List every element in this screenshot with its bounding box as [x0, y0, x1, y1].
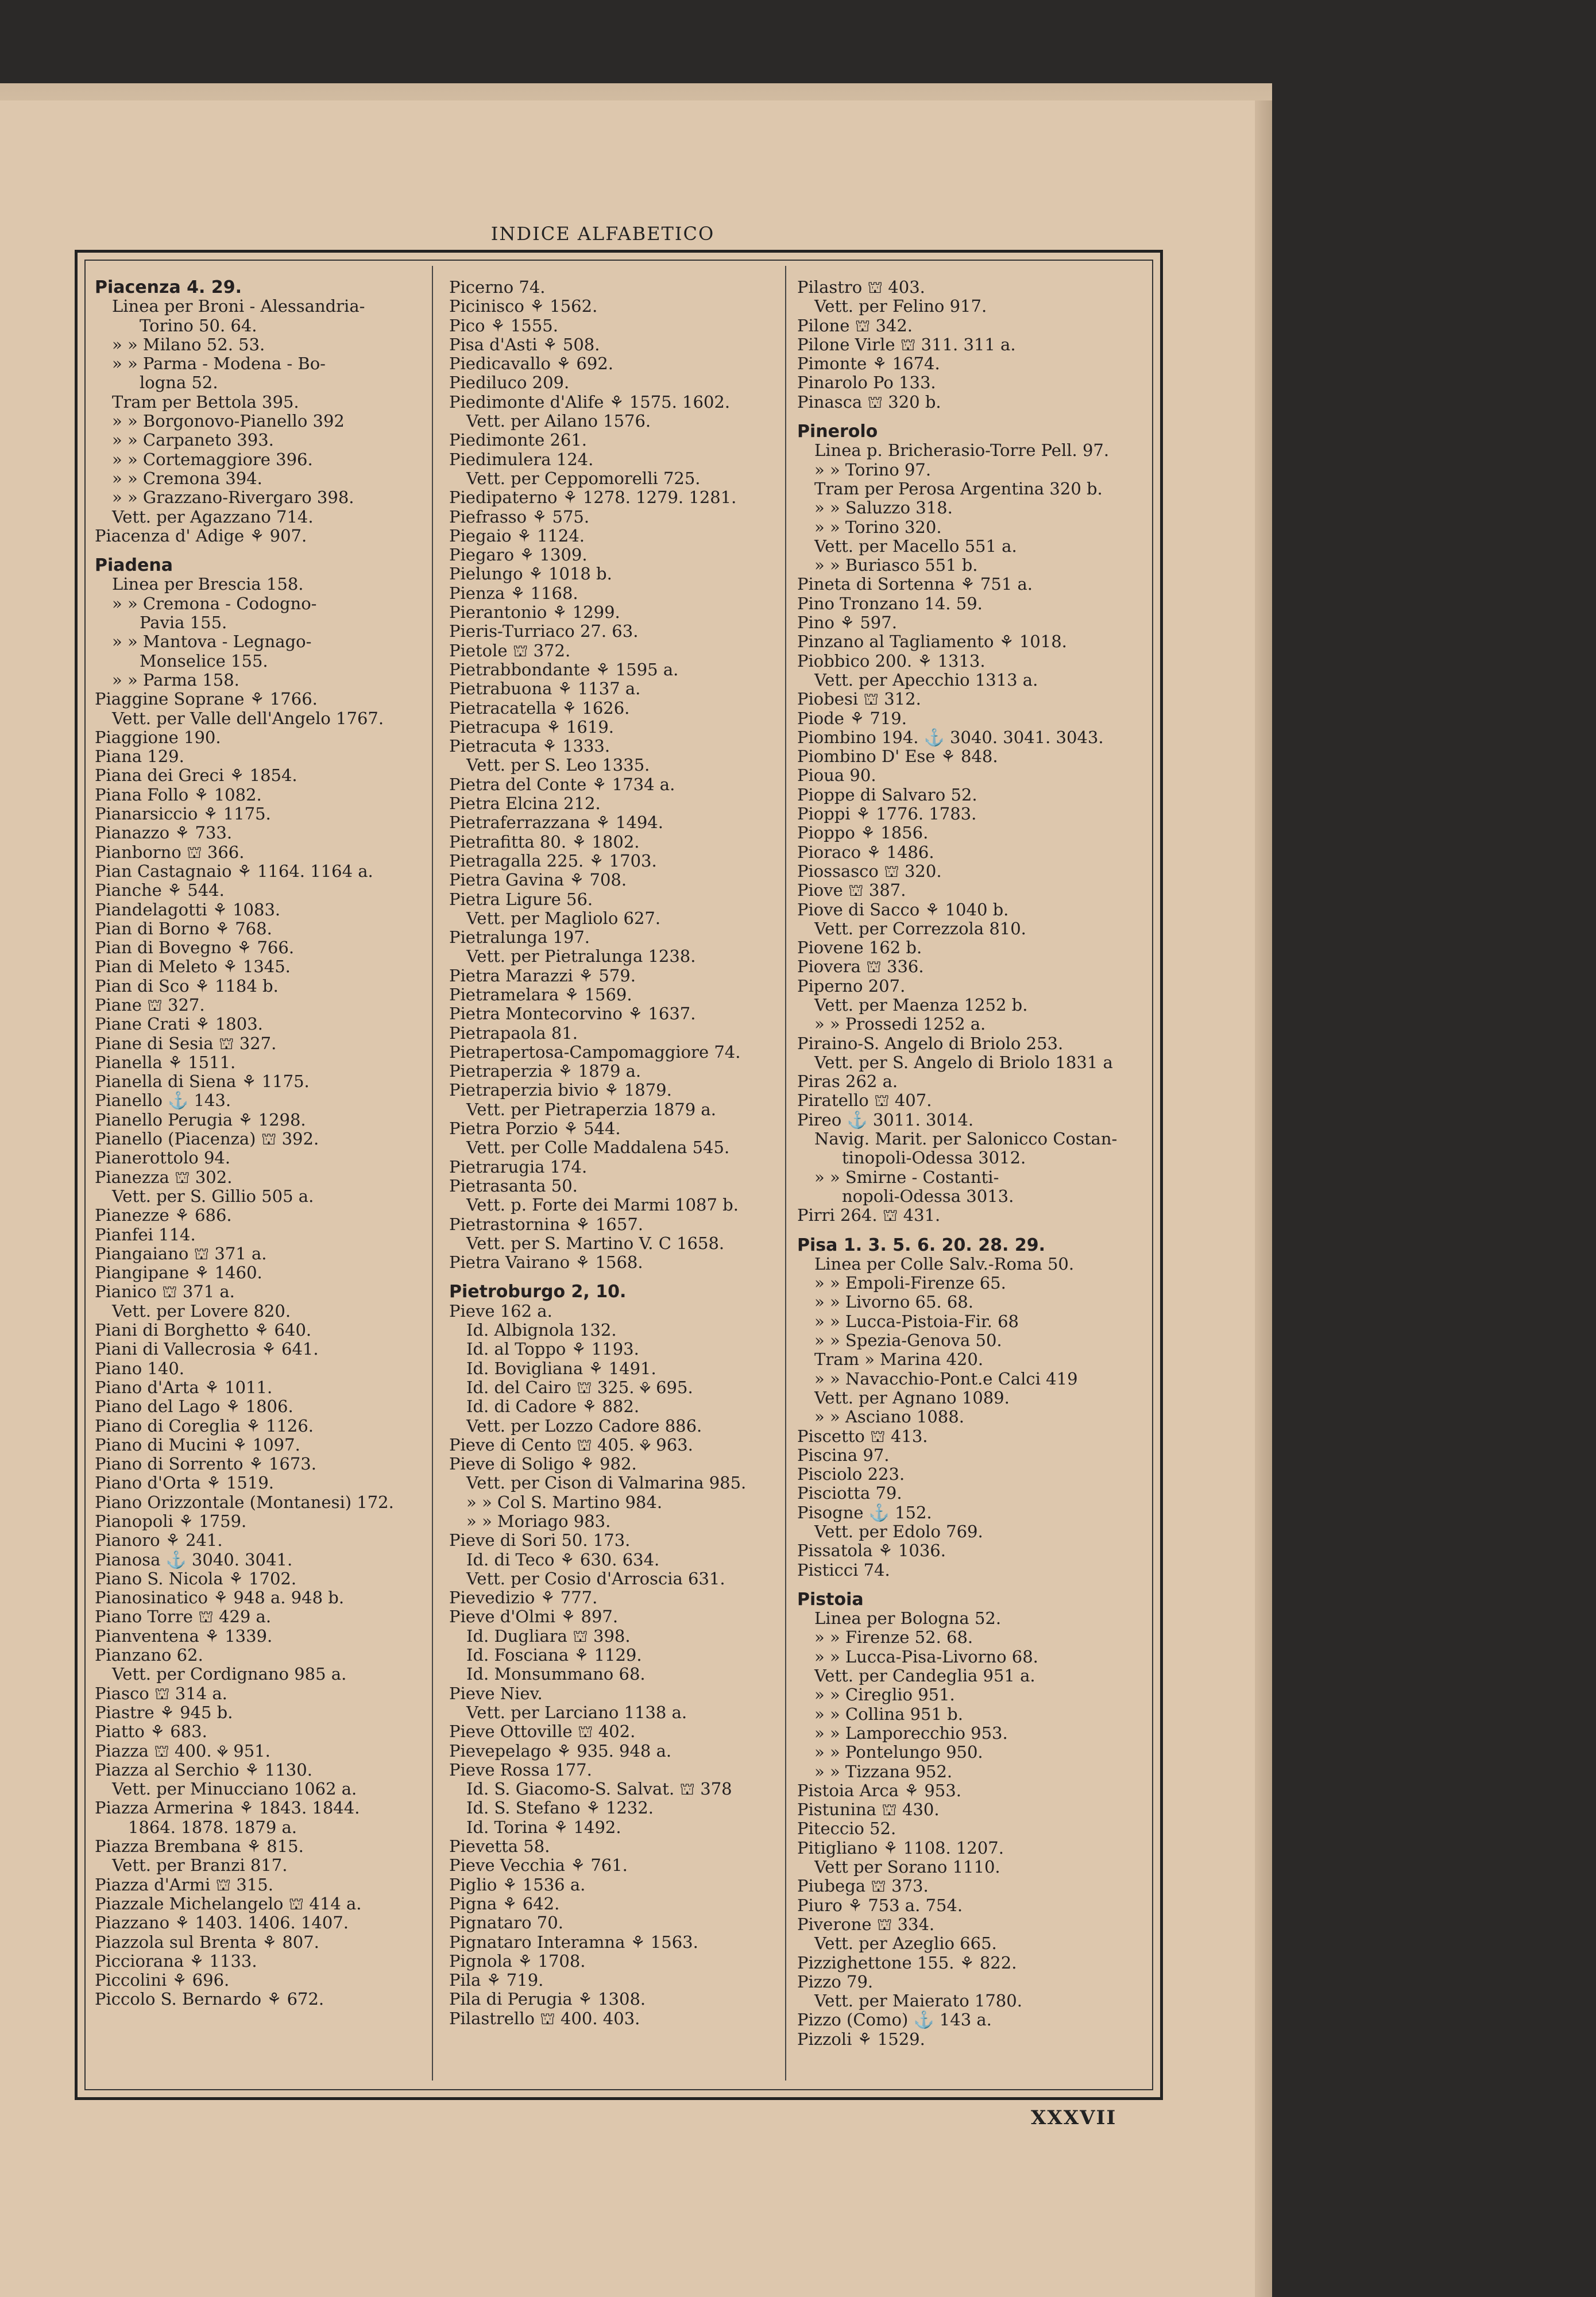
index-entry: Id. di Teco ⚘ 630. 634. [466, 1549, 660, 1569]
index-entry: Vett. per Cison di Valmarina 985. [466, 1473, 747, 1493]
index-entry: Pietrabuona ⚘ 1137 a. [449, 679, 641, 699]
index-entry: » » Parma 158. [112, 670, 239, 690]
index-entry: Pietrapaola 81. [449, 1023, 578, 1043]
index-entry: Pianello (Piacenza) ⛫ 392. [95, 1129, 319, 1149]
index-entry: Pino ⚘ 597. [797, 613, 897, 633]
index-entry: Vett. per Correzzola 810. [814, 918, 1026, 938]
index-entry: Pian di Borno ⚘ 768. [95, 918, 272, 938]
index-entry: Pianzano 62. [95, 1645, 203, 1665]
index-entry: Piane Crati ⚘ 1803. [95, 1014, 263, 1034]
index-entry: Vett. per Maierato 1780. [814, 1991, 1022, 2011]
index-entry: Pietraperzia bivio ⚘ 1879. [449, 1080, 672, 1100]
index-entry: » » Saluzzo 318. [814, 498, 953, 518]
index-entry: Piefrasso ⚘ 575. [449, 506, 590, 527]
index-entry: Piratello ⛫ 407. [797, 1091, 932, 1111]
index-entry: Piedicavallo ⚘ 692. [449, 354, 614, 374]
index-entry: Vett. p. Forte dei Marmi 1087 b. [466, 1195, 739, 1215]
index-entry: Piossasco ⛫ 320. [797, 861, 942, 881]
index-entry: Piangaiano ⛫ 371 a. [95, 1243, 267, 1263]
index-entry: Pioppe di Salvaro 52. [797, 784, 977, 805]
index-entry: 1864. 1878. 1879 a. [128, 1817, 297, 1837]
index-entry: Piovene 162 b. [797, 938, 922, 958]
index-entry: » » Torino 320. [814, 517, 942, 537]
index-entry: Pistunina ⛫ 430. [797, 1800, 940, 1820]
index-entry: Piatto ⚘ 683. [95, 1722, 207, 1742]
index-entry: Vett. per Maenza 1252 b. [814, 995, 1028, 1015]
index-entry: Monselice 155. [140, 651, 268, 671]
index-entry: Pilone ⛫ 342. [797, 315, 913, 335]
index-entry: » » Borgonovo-Pianello 392 [112, 411, 345, 431]
index-entry: Pila ⚘ 719. [449, 1970, 544, 1990]
index-entry: Vett. per Lovere 820. [112, 1301, 291, 1321]
index-entry: Pietrasanta 50. [449, 1175, 578, 1196]
index-entry: Piperno 207. [797, 976, 906, 996]
index-entry: Piano di Sorrento ⚘ 1673. [95, 1454, 316, 1474]
index-entry: Pino Tronzano 14. 59. [797, 593, 983, 613]
index-entry: » » Asciano 1088. [814, 1407, 964, 1427]
index-entry: Piazzale Michelangelo ⛫ 414 a. [95, 1893, 362, 1913]
index-entry: Pisciotta 79. [797, 1483, 902, 1503]
index-entry: » » Grazzano-Rivergaro 398. [112, 488, 354, 508]
index-entry: Torino 50. 64. [140, 315, 257, 335]
index-entry: Pierantonio ⚘ 1299. [449, 602, 620, 622]
index-entry: Pisa d'Asti ⚘ 508. [449, 334, 600, 354]
index-entry: Tram » Marina 420. [814, 1349, 984, 1370]
index-entry: Vett. per Azeglio 665. [814, 1933, 997, 1954]
index-entry: Pinasca ⛫ 320 b. [797, 392, 941, 412]
index-entry: Vett. per Edolo 769. [814, 1522, 983, 1541]
index-entry: Pian di Meleto ⚘ 1345. [95, 957, 291, 977]
index-entry: » » Empoli-Firenze 65. [814, 1273, 1006, 1293]
index-entry: Piano di Coreglia ⚘ 1126. [95, 1416, 314, 1436]
index-entry: Pielungo ⚘ 1018 b. [449, 564, 612, 584]
index-entry: Piscetto ⛫ 413. [797, 1426, 928, 1446]
index-entry: Pizzo (Como) ⚓ 143 a. [797, 2010, 992, 2030]
index-entry: Tram per Perosa Argentina 320 b. [814, 478, 1103, 498]
index-entry: Pilastro ⛫ 403. [797, 278, 925, 297]
index-entry: Pitigliano ⚘ 1108. 1207. [797, 1838, 1004, 1858]
index-entry: Vett per Sorano 1110. [814, 1857, 1000, 1877]
index-entry: Pioua 90. [797, 765, 876, 786]
index-entry: Pietramelara ⚘ 1569. [449, 984, 632, 1004]
index-entry: Piano d'Orta ⚘ 1519. [95, 1473, 275, 1493]
index-entry: Linea p. Bricherasio-Torre Pell. 97. [814, 440, 1110, 461]
index-entry: Pian di Bovegno ⚘ 766. [95, 938, 295, 958]
index-entry: Pieve d'Olmi ⚘ 897. [449, 1607, 619, 1627]
index-entry: Linea per Broni - Alessandria- [112, 296, 365, 316]
index-entry: Pilone Virle ⛫ 311. 311 a. [797, 334, 1016, 354]
index-entry: » » Lamporecchio 953. [814, 1723, 1008, 1743]
index-entry: Pietole ⛫ 372. [449, 640, 571, 660]
index-entry: Pinarolo Po 133. [797, 373, 936, 393]
index-entry: Picinisco ⚘ 1562. [449, 296, 598, 316]
index-entry: Pietra del Conte ⚘ 1734 a. [449, 774, 675, 794]
index-entry: Pietra Ligure 56. [449, 889, 593, 909]
index-entry: Pian di Sco ⚘ 1184 b. [95, 976, 279, 996]
index-entry: Piazza ⛫ 400. ⚘ 951. [95, 1741, 270, 1761]
index-entry: Pianello Perugia ⚘ 1298. [95, 1109, 306, 1130]
index-entry: Pimonte ⚘ 1674. [797, 354, 940, 374]
index-entry: Pietra Vairano ⚘ 1568. [449, 1252, 643, 1273]
index-column-3 [797, 278, 1136, 2075]
index-entry: Tram per Bettola 395. [112, 392, 299, 412]
index-entry: » » Firenze 52. 68. [814, 1627, 973, 1648]
index-entry: » » Buriasco 551 b. [814, 555, 978, 575]
index-entry: Pietra Gavina ⚘ 708. [449, 870, 627, 890]
index-entry: Pianfei 114. [95, 1224, 196, 1244]
index-entry: Pinzano al Tagliamento ⚘ 1018. [797, 632, 1067, 652]
index-entry: Pineta di Sortenna ⚘ 751 a. [797, 574, 1033, 594]
index-entry: Pianosa ⚓ 3040. 3041. [95, 1549, 293, 1569]
index-entry: Piazza Armerina ⚘ 1843. 1844. [95, 1798, 360, 1818]
index-entry: Pisciolo 223. [797, 1464, 905, 1484]
index-entry: Pico ⚘ 1555. [449, 315, 558, 335]
index-entry: » » Mantova - Legnago- [112, 632, 312, 652]
index-entry: Piacenza d' Adige ⚘ 907. [95, 525, 307, 546]
index-entry: Piano 140. [95, 1358, 185, 1378]
index-entry: Pietraferrazzana ⚘ 1494. [449, 813, 663, 833]
index-entry: Piove ⛫ 387. [797, 880, 906, 900]
index-entry: » » Lucca-Pistoia-Fir. 68 [814, 1311, 1019, 1331]
index-heading: Pietroburgo 2, 10. [449, 1282, 627, 1302]
index-entry: Pietragalla 225. ⚘ 1703. [449, 850, 657, 871]
index-entry: Pietracupa ⚘ 1619. [449, 717, 614, 737]
index-entry: Pietracatella ⚘ 1626. [449, 698, 630, 718]
index-entry: Pieve di Cento ⛫ 405. ⚘ 963. [449, 1434, 693, 1455]
index-entry: Pianezze ⚘ 686. [95, 1205, 232, 1225]
index-entry: » » Moriago 983. [466, 1511, 611, 1531]
index-entry: Pianico ⛫ 371 a. [95, 1282, 235, 1302]
index-entry: Pizzo 79. [797, 1971, 874, 1991]
index-entry: Vett. per Agazzano 714. [112, 506, 314, 527]
index-entry: Pignola ⚘ 1708. [449, 1951, 586, 1971]
index-entry: Vett. per Magliolo 627. [466, 908, 661, 928]
index-entry: Pianella di Siena ⚘ 1175. [95, 1072, 310, 1092]
index-entry: Pietralunga 197. [449, 927, 590, 948]
index-entry: Piglio ⚘ 1536 a. [449, 1874, 586, 1894]
index-entry: Pievepelago ⚘ 935. 948 a. [449, 1741, 672, 1761]
index-entry: Pirri 264. ⛫ 431. [797, 1205, 941, 1225]
index-entry: Vett. per S. Leo 1335. [466, 755, 650, 775]
index-entry: » » Tizzana 952. [814, 1761, 953, 1781]
index-entry: Pieve 162 a. [449, 1301, 552, 1321]
index-entry: Piubega ⛫ 373. [797, 1876, 929, 1896]
index-entry: Piano Orizzontale (Montanesi) 172. [95, 1492, 394, 1512]
index-entry: Piazzano ⚘ 1403. 1406. 1407. [95, 1913, 349, 1933]
index-entry: Pianopoli ⚘ 1759. [95, 1511, 247, 1531]
index-entry: Pieve Vecchia ⚘ 761. [449, 1855, 628, 1876]
index-entry: Pieve Niev. [449, 1683, 543, 1703]
index-entry: Piane di Sesia ⛫ 327. [95, 1033, 277, 1053]
index-entry: Piedipaterno ⚘ 1278. 1279. 1281. [449, 488, 737, 508]
index-entry: Pioraco ⚘ 1486. [797, 842, 934, 862]
index-entry: Id. Torina ⚘ 1492. [466, 1817, 621, 1837]
index-entry: Pignataro 70. [449, 1913, 563, 1933]
page-folio: XXXVII [1031, 2106, 1117, 2129]
index-entry: Piuro ⚘ 753 a. 754. [797, 1895, 963, 1915]
index-entry: Pieve di Sori 50. 173. [449, 1530, 631, 1550]
index-entry: Pigna ⚘ 642. [449, 1893, 560, 1913]
index-entry: Piazza Brembana ⚘ 815. [95, 1836, 304, 1857]
index-entry: Pietrabbondante ⚘ 1595 a. [449, 659, 679, 679]
index-entry: » » Col S. Martino 984. [466, 1492, 663, 1512]
index-entry: Linea per Bologna 52. [814, 1608, 1002, 1629]
index-entry: Vett. per Valle dell'Angelo 1767. [112, 708, 384, 728]
index-entry: Piscina 97. [797, 1445, 890, 1465]
index-entry: Vett. per Ailano 1576. [466, 411, 651, 431]
index-entry: » » Cremona - Codogno- [112, 593, 317, 613]
index-entry: Piedimonte d'Alife ⚘ 1575. 1602. [449, 392, 731, 412]
index-entry: Pistoia Arca ⚘ 953. [797, 1780, 961, 1800]
index-entry: Piandelagotti ⚘ 1083. [95, 899, 281, 919]
index-entry: Pianche ⚘ 544. [95, 880, 225, 900]
index-entry: Pianarsiccio ⚘ 1175. [95, 804, 271, 824]
index-entry: Piana 129. [95, 747, 184, 767]
index-entry: Linea per Colle Salv.-Roma 50. [814, 1254, 1075, 1274]
index-entry: Id. del Cairo ⛫ 325. ⚘ 695. [466, 1377, 693, 1397]
index-column-2 [449, 278, 781, 2075]
index-entry: Pieve di Soligo ⚘ 982. [449, 1454, 637, 1474]
index-entry: Id. Bovigliana ⚘ 1491. [466, 1358, 656, 1378]
index-entry: Piteccio 52. [797, 1819, 896, 1839]
index-entry: » » Carpaneto 393. [112, 430, 274, 450]
index-entry: Pianazzo ⚘ 733. [95, 823, 233, 843]
index-entry: Piazza al Serchio ⚘ 1130. [95, 1760, 312, 1780]
index-entry: nopoli-Odessa 3013. [842, 1186, 1014, 1206]
index-entry: » » Lucca-Pisa-Livorno 68. [814, 1646, 1038, 1666]
index-entry: Piana Follo ⚘ 1082. [95, 784, 262, 805]
index-entry: Piccolini ⚘ 696. [95, 1970, 230, 1990]
index-entry: » » Cireglio 951. [814, 1685, 955, 1705]
index-entry: Piano S. Nicola ⚘ 1702. [95, 1568, 297, 1588]
index-entry: Pila di Perugia ⚘ 1308. [449, 1989, 646, 2009]
index-entry: » » Cremona 394. [112, 468, 262, 488]
index-entry: Piedimulera 124. [449, 449, 594, 469]
index-entry: Pietra Elcina 212. [449, 794, 601, 814]
index-entry: Navig. Marit. per Salonicco Costan- [814, 1129, 1118, 1149]
index-entry: Pianerottolo 94. [95, 1148, 231, 1168]
index-entry: Piani di Borghetto ⚘ 640. [95, 1320, 312, 1340]
index-entry: Piano d'Arta ⚘ 1011. [95, 1377, 273, 1397]
index-entry: Pianosinatico ⚘ 948 a. 948 b. [95, 1588, 345, 1608]
index-entry: Piccolo S. Bernardo ⚘ 672. [95, 1989, 324, 2009]
index-entry: » » Spezia-Genova 50. [814, 1331, 1002, 1351]
index-entry: Pissatola ⚘ 1036. [797, 1541, 946, 1561]
index-entry: Piovera ⛫ 336. [797, 957, 924, 977]
index-entry: Vett. per Agnano 1089. [814, 1387, 1010, 1407]
index-entry: Pianella ⚘ 1511. [95, 1052, 236, 1072]
index-entry: Vett. per Cordignano 985 a. [112, 1664, 347, 1684]
index-entry: Pavia 155. [140, 613, 227, 633]
index-entry: Pianello ⚓ 143. [95, 1091, 231, 1111]
index-heading: Piadena [95, 555, 173, 576]
index-entry: Pisticci 74. [797, 1560, 890, 1580]
index-entry: Id. al Toppo ⚘ 1193. [466, 1339, 639, 1359]
index-entry: Pioppi ⚘ 1776. 1783. [797, 804, 977, 824]
index-entry: Pietrafitta 80. ⚘ 1802. [449, 832, 640, 852]
index-entry: » » Navacchio-Pont.e Calci 419 [814, 1368, 1078, 1389]
index-heading: Piacenza 4. 29. [95, 278, 242, 297]
index-entry: Id. Dugliara ⛫ 398. [466, 1626, 631, 1646]
index-entry: Vett. per Apecchio 1313 a. [814, 670, 1038, 690]
index-entry: Pianezza ⛫ 302. [95, 1167, 233, 1187]
index-entry: Id. Monsummano 68. [466, 1664, 646, 1684]
index-entry: Linea per Brescia 158. [112, 574, 304, 594]
index-entry: Vett. per Colle Maddalena 545. [466, 1138, 730, 1158]
page-right-edge [1255, 100, 1272, 2297]
index-heading: Pinerolo [797, 421, 878, 442]
index-entry: Pisogne ⚓ 152. [797, 1502, 932, 1522]
index-entry: Vett. per S. Angelo di Briolo 1831 a [814, 1052, 1113, 1072]
index-entry: Piana dei Greci ⚘ 1854. [95, 765, 297, 786]
index-entry: Pianoro ⚘ 241. [95, 1530, 223, 1550]
index-entry: Pietracuta ⚘ 1333. [449, 736, 610, 756]
index-entry: Pianventena ⚘ 1339. [95, 1626, 273, 1646]
index-entry: Pianborno ⛫ 366. [95, 842, 245, 862]
index-entry: Piove di Sacco ⚘ 1040 b. [797, 899, 1009, 919]
index-entry: Pietrapertosa-Campomaggiore 74. [449, 1042, 741, 1062]
index-entry: Vett. per Ceppomorelli 725. [466, 468, 701, 488]
index-entry: Piani di Vallecrosia ⚘ 641. [95, 1339, 319, 1359]
index-entry: » » Milano 52. 53. [112, 334, 265, 354]
index-entry: Vett. per Branzi 817. [112, 1855, 288, 1876]
index-entry: Piazza d'Armi ⛫ 315. [95, 1874, 273, 1894]
index-entry: Piedimonte 261. [449, 430, 588, 450]
index-entry: » » Pontelungo 950. [814, 1742, 983, 1762]
index-entry: Pievedizio ⚘ 777. [449, 1588, 598, 1608]
index-entry: Piediluco 209. [449, 373, 570, 393]
index-entry: Pignataro Interamna ⚘ 1563. [449, 1932, 698, 1952]
index-entry: Piano di Mucini ⚘ 1097. [95, 1434, 300, 1455]
index-entry: Piasco ⛫ 314 a. [95, 1683, 227, 1703]
index-entry: Vett. per Minucciano 1062 a. [112, 1779, 357, 1799]
index-entry: Pilastrello ⛫ 400. 403. [449, 2008, 640, 2028]
index-entry: Piegaio ⚘ 1124. [449, 525, 585, 546]
index-entry: Piangipane ⚘ 1460. [95, 1263, 262, 1283]
index-entry: Vett. per S. Gillio 505 a. [112, 1186, 314, 1206]
index-entry: tinopoli-Odessa 3012. [842, 1148, 1026, 1168]
column-rule-1 [432, 266, 433, 2081]
index-entry: Piano Torre ⛫ 429 a. [95, 1607, 272, 1627]
index-entry: Piombino 194. ⚓ 3040. 3041. 3043. [797, 727, 1104, 747]
index-entry: Vett. per S. Martino V. C 1658. [466, 1233, 725, 1253]
index-entry: Piraino-S. Angelo di Briolo 253. [797, 1033, 1064, 1053]
index-entry: » » Torino 97. [814, 459, 932, 479]
index-entry: » » Parma - Modena - Bo- [112, 354, 326, 374]
index-entry: Piano del Lago ⚘ 1806. [95, 1397, 293, 1417]
index-entry: Vett. per Macello 551 a. [814, 536, 1017, 556]
index-entry: Pizzighettone 155. ⚘ 822. [797, 1952, 1017, 1973]
index-column-1 [95, 278, 428, 2075]
index-entry: Id. S. Giacomo-S. Salvat. ⛫ 378 [466, 1779, 732, 1799]
index-entry: Pian Castagnaio ⚘ 1164. 1164 a. [95, 861, 373, 881]
index-entry: Vett. per Lozzo Cadore 886. [466, 1416, 702, 1436]
index-entry: Pienza ⚘ 1168. [449, 583, 578, 603]
running-head: INDICE ALFABETICO [490, 223, 715, 245]
index-entry: Pieve Rossa 177. [449, 1760, 592, 1780]
index-entry: » » Cortemaggiore 396. [112, 449, 313, 469]
index-entry: Vett. per Felino 917. [814, 296, 987, 316]
index-entry: Piras 262 a. [797, 1072, 898, 1092]
index-entry: Pievetta 58. [449, 1836, 550, 1857]
index-entry: Pieris-Turriaco 27. 63. [449, 621, 639, 641]
column-rule-2 [785, 266, 786, 2081]
index-entry: » » Livorno 65. 68. [814, 1292, 973, 1312]
index-entry: Pioppo ⚘ 1856. [797, 823, 929, 843]
index-entry: Picciorana ⚘ 1133. [95, 1951, 257, 1971]
index-entry: Pizzoli ⚘ 1529. [797, 2029, 925, 2049]
index-entry: Vett. per Larciano 1138 a. [466, 1702, 687, 1722]
index-entry: Piaggine Soprane ⚘ 1766. [95, 689, 318, 709]
index-entry: Vett. per Candeglia 951 a. [814, 1666, 1035, 1686]
index-heading: Pistoia [797, 1589, 864, 1610]
index-entry: Pietra Marazzi ⚘ 579. [449, 965, 636, 985]
index-entry: Picerno 74. [449, 278, 546, 297]
index-entry: Piombino D' Ese ⚘ 848. [797, 747, 998, 767]
index-entry: » » Collina 951 b. [814, 1704, 963, 1724]
index-entry: Pietrarugia 174. [449, 1157, 588, 1177]
index-entry: » » Prossedi 1252 a. [814, 1014, 986, 1034]
index-entry: Vett. per Pietralunga 1238. [466, 946, 696, 966]
index-entry: Piode ⚘ 719. [797, 708, 907, 728]
index-entry: Vett. per Pietraperzia 1879 a. [466, 1099, 716, 1119]
index-entry: Pietra Porzio ⚘ 544. [449, 1119, 621, 1139]
index-entry: Pietrastornina ⚘ 1657. [449, 1214, 643, 1234]
index-entry: Piazzola sul Brenta ⚘ 807. [95, 1932, 319, 1952]
index-entry: Piobesi ⛫ 312. [797, 689, 921, 709]
index-entry: Pieve Ottoville ⛫ 402. [449, 1722, 636, 1742]
index-entry: Piverone ⛫ 334. [797, 1914, 935, 1934]
index-entry: Id. di Cadore ⚘ 882. [466, 1397, 640, 1417]
index-entry: Id. S. Stefano ⚘ 1232. [466, 1798, 654, 1818]
index-entry: » » Smirne - Costanti- [814, 1167, 999, 1187]
index-entry: Piastre ⚘ 945 b. [95, 1702, 233, 1722]
index-heading: Pisa 1. 3. 5. 6. 20. 28. 29. [797, 1235, 1045, 1255]
index-entry: Pietra Montecorvino ⚘ 1637. [449, 1004, 696, 1024]
index-entry: logna 52. [140, 373, 218, 393]
index-entry: Piaggione 190. [95, 727, 221, 747]
index-entry: Piegaro ⚘ 1309. [449, 545, 588, 565]
index-entry: Id. Fosciana ⚘ 1129. [466, 1645, 642, 1665]
index-entry: Id. Albignola 132. [466, 1320, 617, 1340]
index-entry: Pireo ⚓ 3011. 3014. [797, 1109, 974, 1130]
index-entry: Piane ⛫ 327. [95, 995, 205, 1015]
index-entry: Piobbico 200. ⚘ 1313. [797, 651, 986, 671]
index-entry: Vett. per Cosio d'Arroscia 631. [466, 1568, 725, 1588]
index-entry: Pietraperzia ⚘ 1879 a. [449, 1061, 642, 1081]
